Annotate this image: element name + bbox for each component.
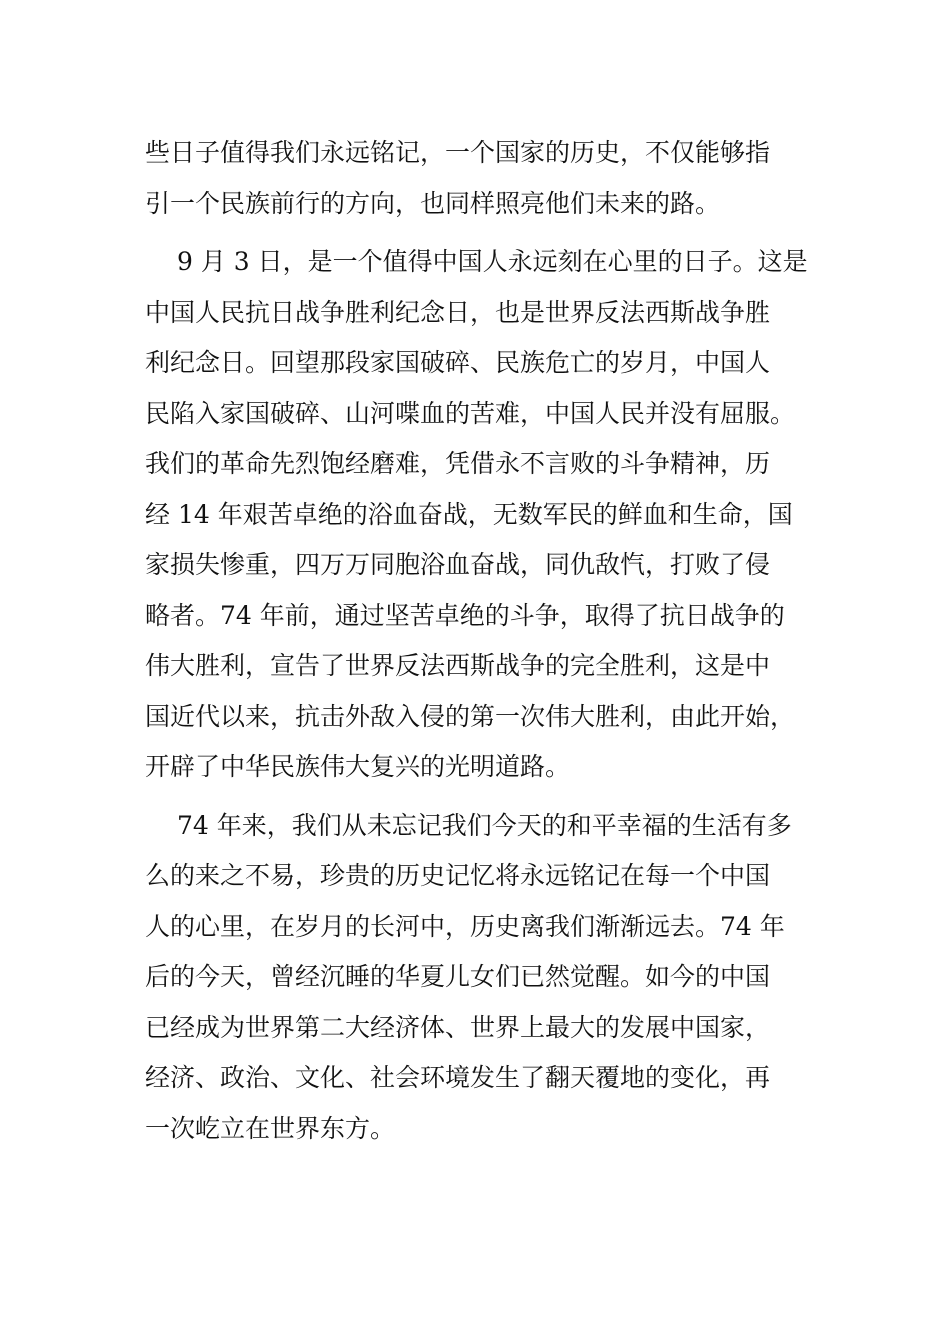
text-line: 我们的革命先烈饱经磨难，凭借永不言败的斗争精神，历: [145, 449, 771, 478]
document-body: [145, 128, 825, 1154]
paragraph-3: [145, 801, 825, 1155]
text-line: 国近代以来，抗击外敌入侵的第一次伟大胜利，由此开始，: [145, 701, 796, 731]
text-line: 引一个民族前行的方向，也同样照亮他们未来的路。: [145, 188, 721, 218]
text-line: 民陷入家国破碎、山河喋血的苦难，中国人民并没有屈服。: [145, 398, 796, 428]
text-line: 略者。74 年前，通过坚苦卓绝的斗争，取得了抗日战争的: [145, 600, 785, 630]
text-line: 经 14 年艰苦卓绝的浴血奋战，无数军民的鲜血和生命，国: [145, 499, 793, 529]
paragraph-2: [145, 237, 825, 793]
text-line: 开辟了中华民族伟大复兴的光明道路。: [145, 752, 571, 781]
text-line: 伟大胜利，宣告了世界反法西斯战争的完全胜利，这是中: [145, 651, 771, 680]
text-line: 经济、政治、文化、社会环境发生了翻天覆地的变化，再: [145, 1063, 771, 1092]
text-line: 中国人民抗日战争胜利纪念日，也是世界反法西斯战争胜: [145, 297, 771, 327]
text-line: 一次屹立在世界东方。: [145, 1113, 396, 1143]
paragraph-1: [145, 128, 825, 229]
text-line: 些日子值得我们永远铭记，一个国家的历史，不仅能够指: [145, 138, 771, 167]
text-line: 人的心里，在岁月的长河中，历史离我们渐渐远去。74 年: [145, 911, 785, 941]
text-line: 9 月 3 日，是一个值得中国人永远刻在心里的日子。这是: [177, 247, 808, 276]
text-line: 家损失惨重，四万万同胞浴血奋战，同仇敌忾，打败了侵: [145, 550, 771, 579]
text-line: 后的今天，曾经沉睡的华夏儿女们已然觉醒。如今的中国: [145, 962, 771, 991]
text-line: 已经成为世界第二大经济体、世界上最大的发展中国家，: [145, 1012, 771, 1042]
text-line: 么的来之不易，珍贵的历史记忆将永远铭记在每一个中国: [145, 861, 771, 890]
text-line: 利纪念日。回望那段家国破碎、民族危亡的岁月，中国人: [145, 348, 771, 377]
text-line: 74 年来，我们从未忘记我们今天的和平幸福的生活有多: [177, 810, 792, 840]
